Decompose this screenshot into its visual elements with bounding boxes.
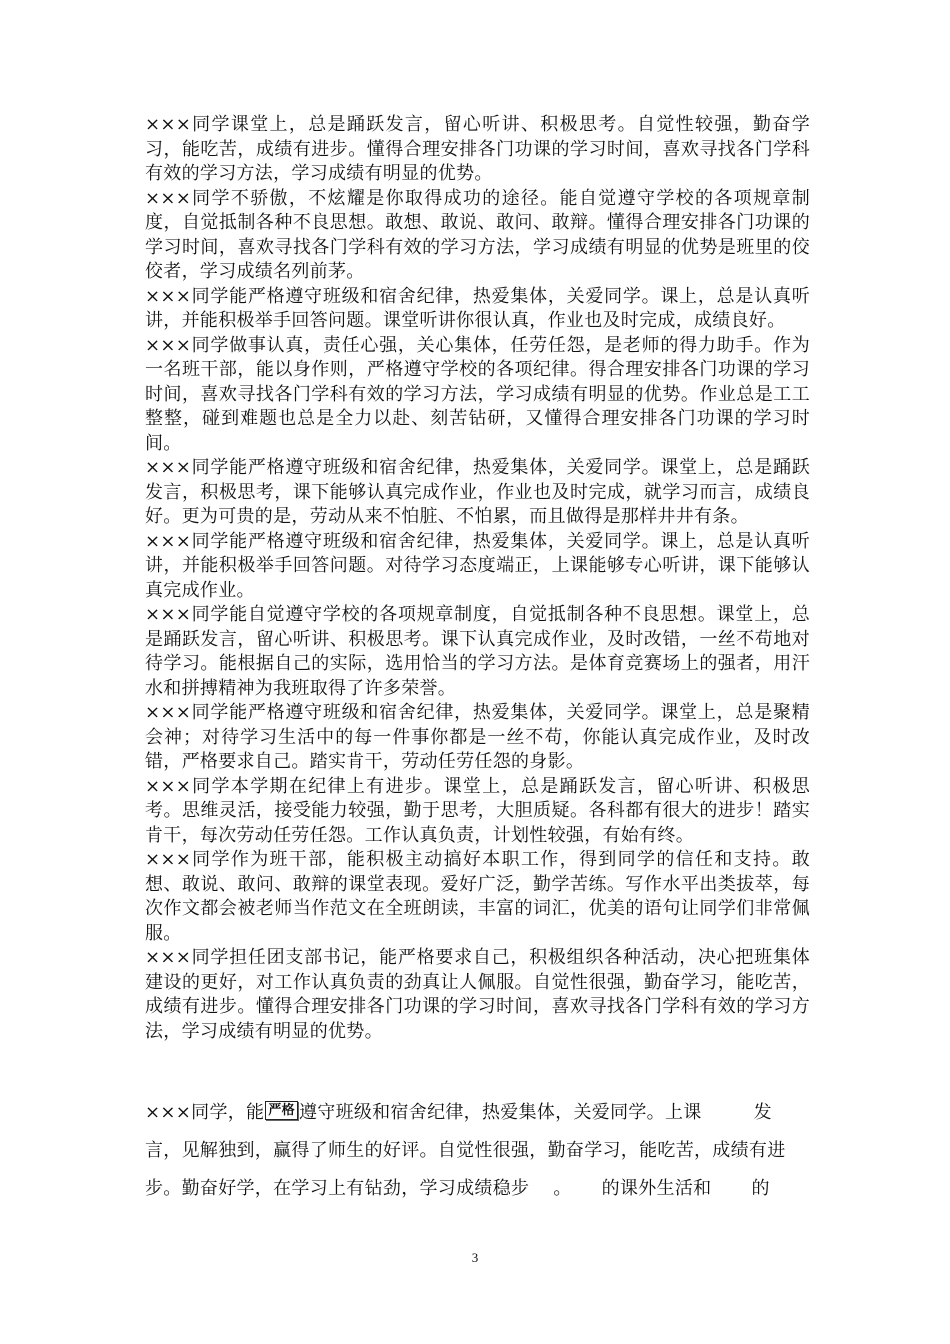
- page-number: 3: [471, 1250, 479, 1265]
- tail-line-1-middle: 遵守班级和宿舍纪律，热爱集体，关爱同学。上课: [298, 1102, 702, 1123]
- tail-line-2: 言，见解独到，赢得了师生的好评。自觉性很强，勤奋学习，能吃苦，成绩有进: [145, 1140, 786, 1161]
- stamp-box: 严格: [265, 1101, 298, 1120]
- comments-body: [145, 113, 810, 1044]
- tail-paragraph: [145, 1094, 810, 1208]
- tail-line-3-c: 的课外生活和: [601, 1178, 712, 1199]
- tail-line-3: [145, 1170, 810, 1208]
- comment-paragraph-8: ×××同学能严格遵守班级和宿舍纪律，热爱集体，关爱同学。课堂上，总是聚精会神；对待学习生活中的每一件事你都是一丝不苟，你能认真完成作业，及时改错，严格要求自己。踏实肯干，劳动任劳任怨的身影。: [145, 702, 810, 772]
- tail-line-3-d: 的: [751, 1178, 770, 1199]
- tail-line-3-a: 步。勤奋好学，在学习上有钻劲，学习成绩稳步: [145, 1178, 530, 1199]
- comment-paragraph-6: ×××同学能严格遵守班级和宿舍纪律，热爱集体，关爱同学。课上，总是认真听讲，并能积极举手回答问题。对待学习态度端正，上课能够专心听讲，课下能够认真完成作业。: [145, 530, 810, 601]
- comment-paragraph-4: ×××同学做事认真，责任心强，关心集体，任劳任怨，是老师的得力助手。作为一名班干部，能以身作则，严格遵守学校的各项纪律。得合理安排各门功课的学习时间，喜欢寻找各门学科有效的学习方法，学习成绩有明显的优势。作业总是工工整整，碰到难题也总是全力以赴、刻苦钻研，又懂得合理安排各门功课的学习时间。: [145, 334, 810, 454]
- comment-paragraph-9: ×××同学本学期在纪律上有进步。课堂上，总是踊跃发言，留心听讲、积极思考。思维灵活，接受能力较强，勤于思考，大胆质疑。各科都有很大的进步！踏实肯干，每次劳动任劳任怨。工作认真负责，计划性较强，有始有终。: [145, 775, 810, 846]
- tail-line-1-start: ×××同学，能: [145, 1102, 265, 1123]
- tail-line-1: [145, 1094, 810, 1132]
- tail-line-1-end: 发: [753, 1102, 772, 1123]
- comment-paragraph-5: ×××同学能严格遵守班级和宿舍纪律，热爱集体，关爱同学。课堂上，总是踊跃发言，积极思考，课下能够认真完成作业，作业也及时完成，就学习而言，成绩良好。更为可贵的是，劳动从来不怕脏、不怕累，而且做得是那样井井有条。: [145, 457, 810, 527]
- comment-paragraph-1: ×××同学课堂上，总是踊跃发言，留心听讲、积极思考。自觉性较强，勤奋学习，能吃苦，成绩有进步。懂得合理安排各门功课的学习时间，喜欢寻找各门学科有效的学习方法，学习成绩有明显的优势。: [145, 114, 810, 184]
- comment-paragraph-3: ×××同学能严格遵守班级和宿舍纪律，热爱集体，关爱同学。课上，总是认真听讲，并能积极举手回答问题。课堂听讲你很认真，作业也及时完成，成绩良好。: [145, 285, 810, 331]
- comment-paragraph-7: ×××同学能自觉遵守学校的各项规章制度，自觉抵制各种不良思想。课堂上，总是踊跃发言，留心听讲、积极思考。课下认真完成作业，及时改错，一丝不苟地对待学习。能根据自己的实际，选用恰当的学习方法。是体育竞赛场上的强者，用汗水和拼搏精神为我班取得了许多荣誉。: [145, 604, 810, 699]
- comment-paragraph-2: ×××同学不骄傲，不炫耀是你取得成功的途径。能自觉遵守学校的各项规章制度，自觉抵制各种不良思想。敢想、敢说、敢问、敢辩。懂得合理安排各门功课的学习时间，喜欢寻找各门学科有效的学习方法，学习成绩有明显的优势是班里的佼佼者，学习成绩名列前茅。: [145, 187, 810, 282]
- comment-paragraph-11: ×××同学担任团支部书记，能严格要求自己，积极组织各种活动，决心把班集体建设的更好，对工作认真负责的劲真让人佩服。自觉性很强，勤奋学习，能吃苦，成绩有进步。懂得合理安排各门功课的学习时间，喜欢寻找各门学科有效的学习方法，学习成绩有明显的优势。: [145, 947, 810, 1042]
- comment-paragraph-10: ×××同学作为班干部，能积极主动搞好本职工作，得到同学的信任和支持。敢想、敢说、敢问、敢辩的课堂表现。爱好广泛，勤学苦练。写作水平出类拔萃，每次作文都会被老师当作范文在全班朗读，丰富的词汇，优美的语句让同学们非常佩服。: [145, 849, 810, 944]
- tail-line-3-b: 。: [553, 1178, 572, 1199]
